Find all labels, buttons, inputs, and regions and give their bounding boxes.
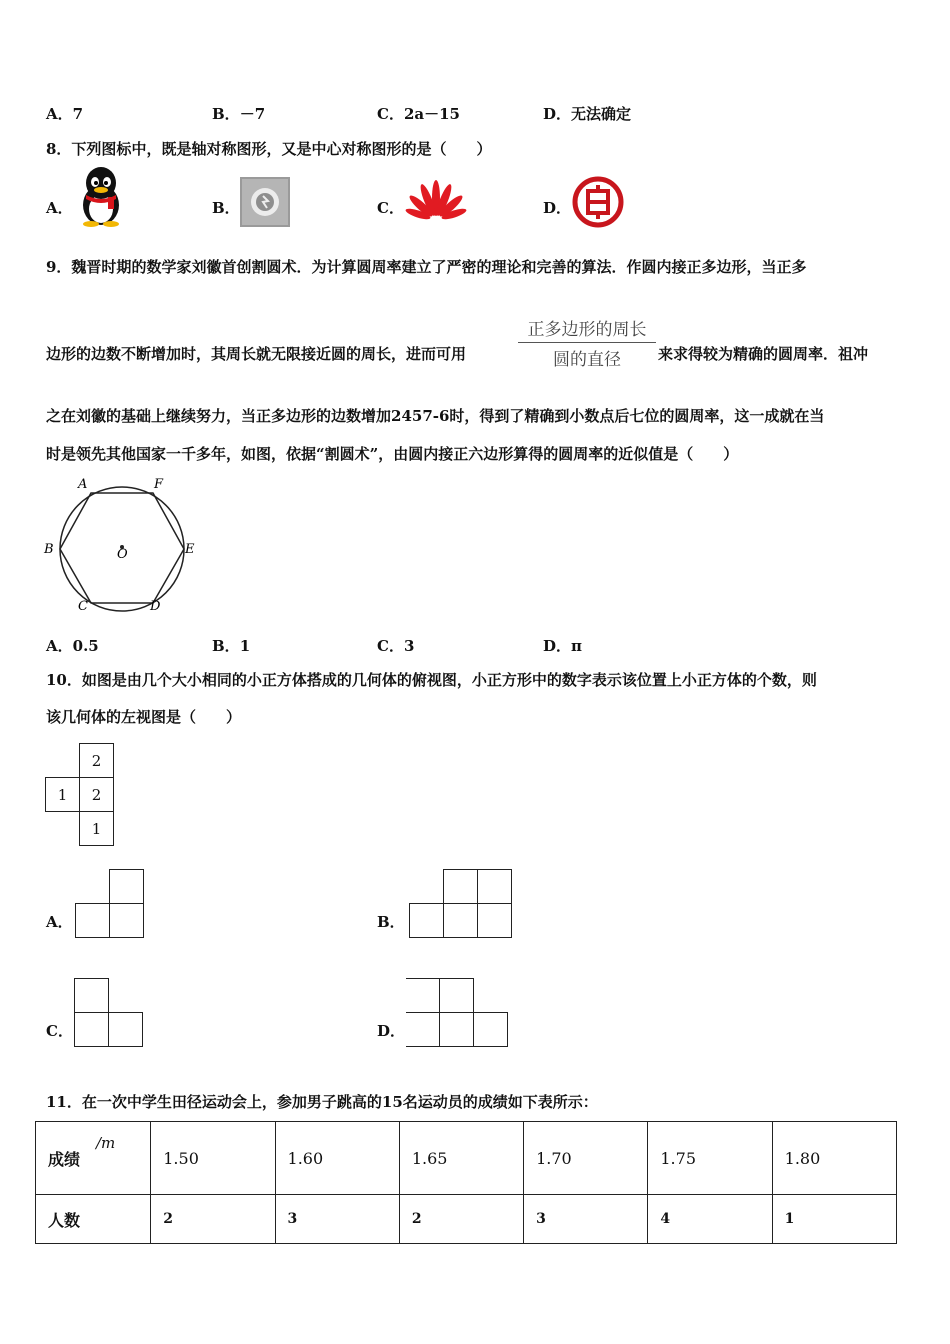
- option-label: B．: [212, 637, 240, 655]
- q10-option-d-figure: [406, 978, 508, 1047]
- label-c: C: [78, 599, 88, 614]
- q7-option-b: [212, 103, 265, 124]
- score-cell: 1.75: [648, 1122, 772, 1195]
- count-cell: 3: [524, 1195, 648, 1244]
- grid-cell: 1: [80, 812, 114, 846]
- label-e: E: [185, 542, 195, 557]
- score-cell: 1.70: [524, 1122, 648, 1195]
- q9-option-d: [543, 635, 582, 656]
- table-row: [36, 1122, 897, 1195]
- label-o: O: [117, 547, 128, 562]
- option-label: D．: [543, 637, 572, 655]
- count-label-cell: 人数: [36, 1195, 151, 1244]
- option-text: 0.5: [72, 637, 99, 655]
- red-circle-bank-logo-icon: [572, 176, 624, 228]
- q7-option-d: [543, 103, 631, 124]
- option-label: C．: [377, 637, 404, 655]
- label-f: F: [154, 477, 164, 492]
- q7-option-c: [377, 103, 460, 124]
- option-text: 无法确定: [571, 105, 632, 123]
- score-cell: 1.65: [399, 1122, 523, 1195]
- option-text: －7: [239, 105, 266, 123]
- q7-option-a: [46, 103, 83, 124]
- unit-text: /m: [96, 1133, 116, 1152]
- label-a: A: [78, 477, 88, 492]
- option-label: C．: [377, 105, 404, 123]
- q9-line-4: 时是领先其他国家一千多年，如图，依据“割圆术”，由圆内接正六边形算得的圆周率的近似值是（ ）: [46, 445, 739, 463]
- q8-option-a-label: A．: [46, 199, 73, 217]
- penguin-logo-icon: [74, 165, 128, 227]
- count-cell: 2: [151, 1195, 275, 1244]
- option-text: 2a－15: [403, 105, 460, 123]
- grid-cell: 2: [80, 778, 114, 812]
- grid-cell: 1: [46, 778, 80, 812]
- label-d: D: [150, 599, 161, 614]
- option-label: D．: [543, 105, 572, 123]
- q9-line-3: 之在刘徽的基础上继续努力，当正多边形的边数增加2457-6时，得到了精确到小数点后七位的圆周率，这一成就在当: [46, 407, 825, 425]
- label-b: B: [44, 542, 54, 557]
- grid-cell: 2: [80, 744, 114, 778]
- q10-option-d-label: D．: [377, 1022, 406, 1040]
- score-cell: 1.80: [772, 1122, 896, 1195]
- fraction-denominator: 圆的直径: [553, 350, 621, 370]
- header-text: 成绩: [48, 1149, 81, 1169]
- fraction-numerator: 正多边形的周长: [527, 320, 647, 340]
- option-text: 3: [403, 637, 415, 655]
- q10-line-1: 10．如图是由几个大小相同的小正方体搭成的几何体的俯视图，小正方形中的数字表示该位置上小正方体的个数，则: [46, 671, 817, 689]
- header-label: [48, 1133, 116, 1169]
- option-text: π: [571, 637, 582, 655]
- q9-line-2-post: 来求得较为精确的圆周率．祖冲: [658, 345, 869, 363]
- count-cell: 1: [772, 1195, 896, 1244]
- score-cell: 1.50: [151, 1122, 275, 1195]
- q9-fraction: [518, 315, 656, 370]
- q9-line-2-pre: 边形的边数不断增加时，其周长就无限接近圆的周长，进而可用: [46, 345, 467, 363]
- scores-table: [35, 1121, 897, 1244]
- count-cell: 2: [399, 1195, 523, 1244]
- hexagon-in-circle-figure: [40, 474, 205, 614]
- q10-option-b-label: B．: [377, 913, 405, 931]
- q9-option-b: [212, 635, 250, 656]
- q10-line-2: 该几何体的左视图是（ ）: [46, 708, 242, 726]
- header-cell: [36, 1122, 151, 1195]
- q9-line-1: 9．魏晋时期的数学家刘徽首创割圆术．为计算圆周率建立了严密的理论和完善的算法．作圆内接正多边形，当正多: [46, 258, 807, 276]
- q10-option-a-figure: [75, 869, 144, 938]
- q10-option-b-figure: [409, 869, 512, 938]
- q9-option-a: [46, 635, 99, 656]
- option-label: A．: [46, 105, 73, 123]
- option-text: 7: [72, 105, 84, 123]
- q9-option-c: [377, 635, 414, 656]
- q10-option-a-label: A．: [46, 913, 73, 931]
- score-cell: 1.60: [275, 1122, 399, 1195]
- top-view-grid: [45, 743, 114, 846]
- option-text: 1: [239, 637, 251, 655]
- red-petal-logo-icon: [404, 178, 468, 224]
- gray-square-logo-icon: [240, 177, 290, 227]
- q8-stem: 8．下列图标中，既是轴对称图形，又是中心对称图形的是（ ）: [46, 140, 492, 158]
- q8-option-b-label: B．: [212, 199, 240, 217]
- option-label: A．: [46, 637, 73, 655]
- q8-option-d-label: D．: [543, 199, 572, 217]
- option-label: B．: [212, 105, 240, 123]
- q11-stem: 11．在一次中学生田径运动会上，参加男子跳高的15名运动员的成绩如下表所示：: [46, 1093, 598, 1111]
- q10-option-c-figure: [74, 978, 143, 1047]
- q10-option-c-label: C．: [46, 1022, 73, 1040]
- count-cell: 4: [648, 1195, 772, 1244]
- q8-option-c-label: C．: [377, 199, 404, 217]
- table-row: [36, 1195, 897, 1244]
- count-cell: 3: [275, 1195, 399, 1244]
